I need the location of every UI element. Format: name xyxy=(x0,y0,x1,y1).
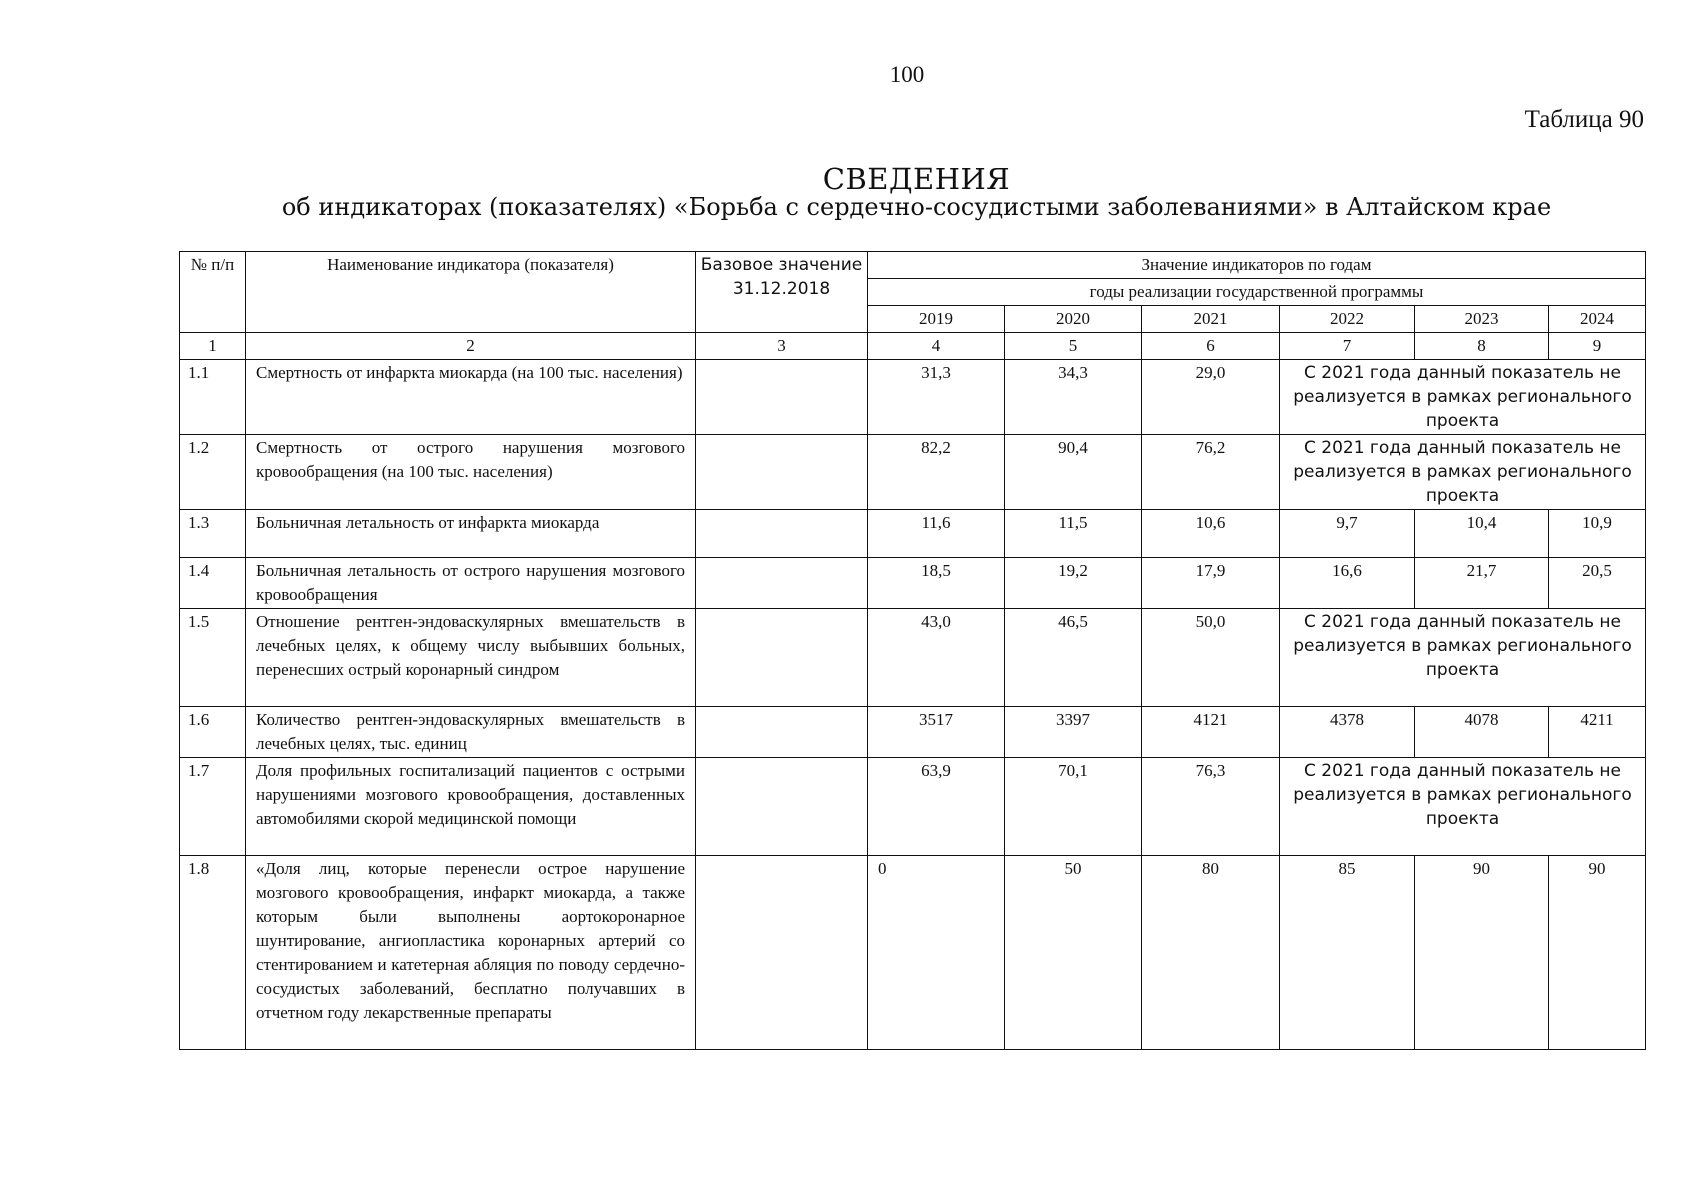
value-2020: 70,1 xyxy=(1005,758,1142,856)
base-value xyxy=(696,435,868,510)
row-id: 1.5 xyxy=(180,609,246,707)
base-value xyxy=(696,609,868,707)
value-2020: 19,2 xyxy=(1005,558,1142,609)
column-number: 8 xyxy=(1415,333,1549,360)
column-number: 5 xyxy=(1005,333,1142,360)
value-2019: 31,3 xyxy=(868,360,1005,435)
value-2022: 9,7 xyxy=(1280,510,1415,558)
indicator-name: Смертность от острого нарушения мозгового кровообращения (на 100 тыс. населения) xyxy=(246,435,696,510)
row-id: 1.6 xyxy=(180,707,246,758)
value-2023: 10,4 xyxy=(1415,510,1549,558)
column-numbers-row xyxy=(180,333,1646,360)
value-2019: 82,2 xyxy=(868,435,1005,510)
year-header: 2023 xyxy=(1415,306,1549,333)
value-2021: 76,3 xyxy=(1142,758,1280,856)
row-id: 1.3 xyxy=(180,510,246,558)
column-number: 6 xyxy=(1142,333,1280,360)
value-2020: 11,5 xyxy=(1005,510,1142,558)
value-2020: 46,5 xyxy=(1005,609,1142,707)
value-2021: 50,0 xyxy=(1142,609,1280,707)
row-id: 1.2 xyxy=(180,435,246,510)
page-number: 100 xyxy=(889,62,925,87)
table-row xyxy=(180,707,1646,758)
document-title: СВЕДЕНИЯ xyxy=(822,162,1011,196)
row-id: 1.1 xyxy=(180,360,246,435)
value-2022: 16,6 xyxy=(1280,558,1415,609)
header-name: Наименование индикатора (показателя) xyxy=(246,252,696,333)
year-header: 2020 xyxy=(1005,306,1142,333)
indicator-name: Доля профильных госпитализаций пациентов с острыми нарушениями мозгового кровообращения, доставленных автомобилями скорой медицинской помощи xyxy=(246,758,696,856)
not-implemented-note: С 2021 года данный показатель не реализуется в рамках регионального проекта xyxy=(1280,435,1646,510)
base-value xyxy=(696,558,868,609)
value-2024: 20,5 xyxy=(1549,558,1646,609)
indicator-name: Больничная летальность от инфаркта миокарда xyxy=(246,510,696,558)
value-2021: 29,0 xyxy=(1142,360,1280,435)
value-2024: 4211 xyxy=(1549,707,1646,758)
value-2021: 4121 xyxy=(1142,707,1280,758)
value-2020: 50 xyxy=(1005,856,1142,1050)
value-2020: 90,4 xyxy=(1005,435,1142,510)
document-subtitle: об индикаторах (показателях) «Борьба с сердечно-сосудистыми заболеваниями» в Алтайском крае xyxy=(281,193,1552,221)
header-no: № п/п xyxy=(180,252,246,333)
row-id: 1.8 xyxy=(180,856,246,1050)
value-2019: 43,0 xyxy=(868,609,1005,707)
column-number: 7 xyxy=(1280,333,1415,360)
value-2024: 90 xyxy=(1549,856,1646,1050)
value-2023: 90 xyxy=(1415,856,1549,1050)
value-2021: 80 xyxy=(1142,856,1280,1050)
indicator-name: «Доля лиц, которые перенесли острое нарушение мозгового кровообращения, инфаркт миокарда, а также которым были выполнены аортокоронарное шунтирование, ангиопластика коронарных артерий со стентированием и катетерная абляция по поводу сердечно-сосудистых заболеваний, бесплатно получавших в отчетном году лекарственные препараты xyxy=(246,856,696,1050)
value-2020: 34,3 xyxy=(1005,360,1142,435)
base-value xyxy=(696,360,868,435)
row-id: 1.7 xyxy=(180,758,246,856)
column-number: 2 xyxy=(246,333,696,360)
value-2022: 85 xyxy=(1280,856,1415,1050)
year-header: 2019 xyxy=(868,306,1005,333)
header-row-1 xyxy=(180,252,1646,279)
indicator-name: Количество рентген-эндоваскулярных вмешательств в лечебных целях, тыс. единиц xyxy=(246,707,696,758)
column-number: 1 xyxy=(180,333,246,360)
row-id: 1.4 xyxy=(180,558,246,609)
value-2023: 4078 xyxy=(1415,707,1549,758)
year-header: 2024 xyxy=(1549,306,1646,333)
base-value xyxy=(696,510,868,558)
year-header: 2022 xyxy=(1280,306,1415,333)
table-row xyxy=(180,558,1646,609)
indicators-table xyxy=(179,251,1646,1050)
base-value xyxy=(696,707,868,758)
table-caption: Таблица 90 xyxy=(1524,106,1644,133)
value-2021: 17,9 xyxy=(1142,558,1280,609)
table-row xyxy=(180,856,1646,1050)
header-program-years: годы реализации государственной программы xyxy=(868,279,1646,306)
value-2024: 10,9 xyxy=(1549,510,1646,558)
table-row xyxy=(180,360,1646,435)
value-2019: 3517 xyxy=(868,707,1005,758)
table-row xyxy=(180,609,1646,707)
indicator-name: Отношение рентген-эндоваскулярных вмешательств в лечебных целях, к общему числу выбывших больных, перенесших острый коронарный синдром xyxy=(246,609,696,707)
year-header: 2021 xyxy=(1142,306,1280,333)
value-2021: 76,2 xyxy=(1142,435,1280,510)
value-2023: 21,7 xyxy=(1415,558,1549,609)
column-number: 9 xyxy=(1549,333,1646,360)
base-value xyxy=(696,856,868,1050)
column-number: 3 xyxy=(696,333,868,360)
base-value xyxy=(696,758,868,856)
indicator-name: Больничная летальность от острого нарушения мозгового кровообращения xyxy=(246,558,696,609)
value-2021: 10,6 xyxy=(1142,510,1280,558)
not-implemented-note: С 2021 года данный показатель не реализуется в рамках регионального проекта xyxy=(1280,360,1646,435)
header-base-value: Базовое значение 31.12.2018 xyxy=(696,252,868,333)
table-row xyxy=(180,510,1646,558)
value-2019: 0 xyxy=(868,856,1005,1050)
not-implemented-note: С 2021 года данный показатель не реализуется в рамках регионального проекта xyxy=(1280,609,1646,707)
table-row xyxy=(180,758,1646,856)
value-2019: 18,5 xyxy=(868,558,1005,609)
header-values-by-year: Значение индикаторов по годам xyxy=(868,252,1646,279)
value-2019: 63,9 xyxy=(868,758,1005,856)
value-2019: 11,6 xyxy=(868,510,1005,558)
column-number: 4 xyxy=(868,333,1005,360)
indicator-name: Смертность от инфаркта миокарда (на 100 тыс. населения) xyxy=(246,360,696,435)
value-2020: 3397 xyxy=(1005,707,1142,758)
not-implemented-note: С 2021 года данный показатель не реализуется в рамках регионального проекта xyxy=(1280,758,1646,856)
table-row xyxy=(180,435,1646,510)
value-2022: 4378 xyxy=(1280,707,1415,758)
